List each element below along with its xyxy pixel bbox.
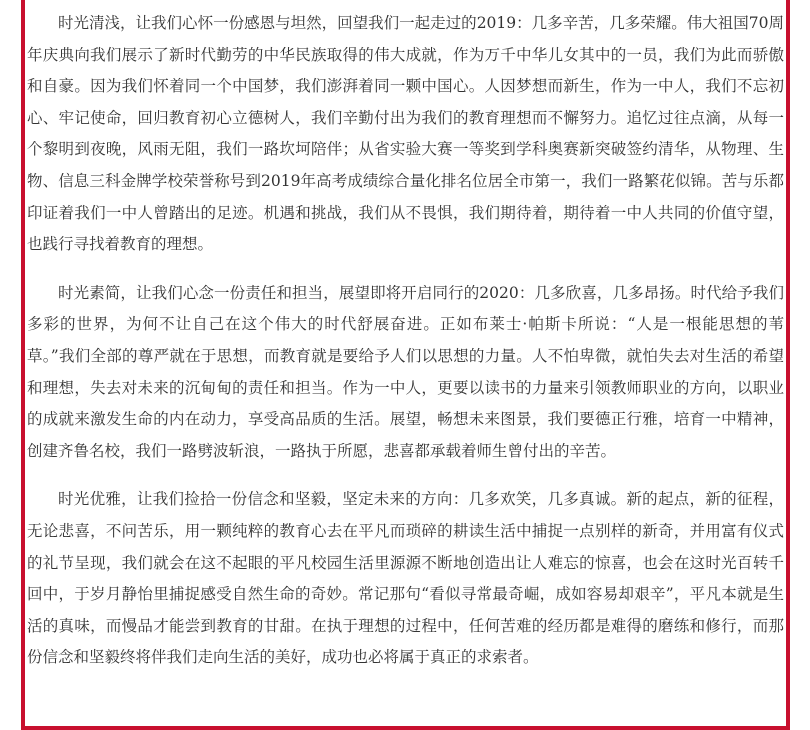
frame-border-bottom [21, 726, 790, 730]
paragraph-3: 时光优雅，让我们捡拾一份信念和坚毅，坚定未来的方向：几多欢笑，几多真诚。新的起点，新的征程，无论悲喜，不问苦乐，用一颗纯粹的教育心去在平凡而琐碎的耕读生活中捕捉一点别样的新奇，并用富有仪式的礼节呈现，我们就会在这不起眼的平凡校园生活里源源不断地创造出让人难忘的惊喜，也会在这时光百转千回中，于岁月静怡里捕捉感受自然生命的奇妙。常记那句“看似寻常最奇崛，成如容易却艰辛”，平凡本就是生活的真味，而慢品才能尝到教育的甘甜。在执于理想的过程中，任何苦难的经历都是难得的磨练和修行，而那份信念和坚毅终将伴我们走向生活的美好，成功也必将属于真正的求索者。 [27, 490, 784, 667]
paragraph-1: 时光清浅，让我们心怀一份感恩与坦然，回望我们一起走过的2019：几多辛苦，几多荣耀。伟大祖国70周年庆典向我们展示了新时代勤劳的中华民族取得的伟大成就，作为万千中华儿女其中的一员，我们为此而骄傲和自豪。因为我们怀着同一个中国梦，我们澎湃着同一颗中国心。人因梦想而新生，作为一中人，我们不忘初心、牢记使命，回归教育初心立德树人，我们辛勤付出为我们的教育理想而不懈努力。追忆过往点滴，从每一个黎明到夜晚，风雨无阻，我们一路坎坷陪伴；从省实验大赛一等奖到学科奥赛新突破签约清华，从物理、生物、信息三科金牌学校荣誉称号到2019年高考成绩综合量化排名位居全市第一，我们一路繁花似锦。苦与乐都印证着我们一中人曾踏出的足迹。机遇和挑战，我们从不畏惧，我们期待着，期待着一中人共同的价值守望，也践行寻找着教育的理想。 [27, 14, 784, 254]
paragraph-2: 时光素简，让我们心念一份责任和担当，展望即将开启同行的2020：几多欣喜，几多昂扬。时代给予我们多彩的世界，为何不让自己在这个伟大的时代舒展奋进。正如布莱士·帕斯卡所说：“人是一根能思想的苇草。”我们全部的尊严就在于思想，而教育就是要给予人们以思想的力量。人不怕卑微，就怕失去对生活的希望和理想，失去对未来的沉甸甸的责任和担当。作为一中人，更要以读书的力量来引领教师职业的方向，以职业的成就来激发生命的内在动力，享受高品质的生活。展望，畅想未来图景，我们要德正行雅，培育一中精神，创建齐鲁名校，我们一路劈波斩浪，一路执于所愿，悲喜都承载着师生曾付出的辛苦。 [27, 283, 784, 460]
frame-border-right [786, 0, 790, 730]
frame-border-left [21, 0, 25, 730]
article-body [27, 0, 784, 674]
